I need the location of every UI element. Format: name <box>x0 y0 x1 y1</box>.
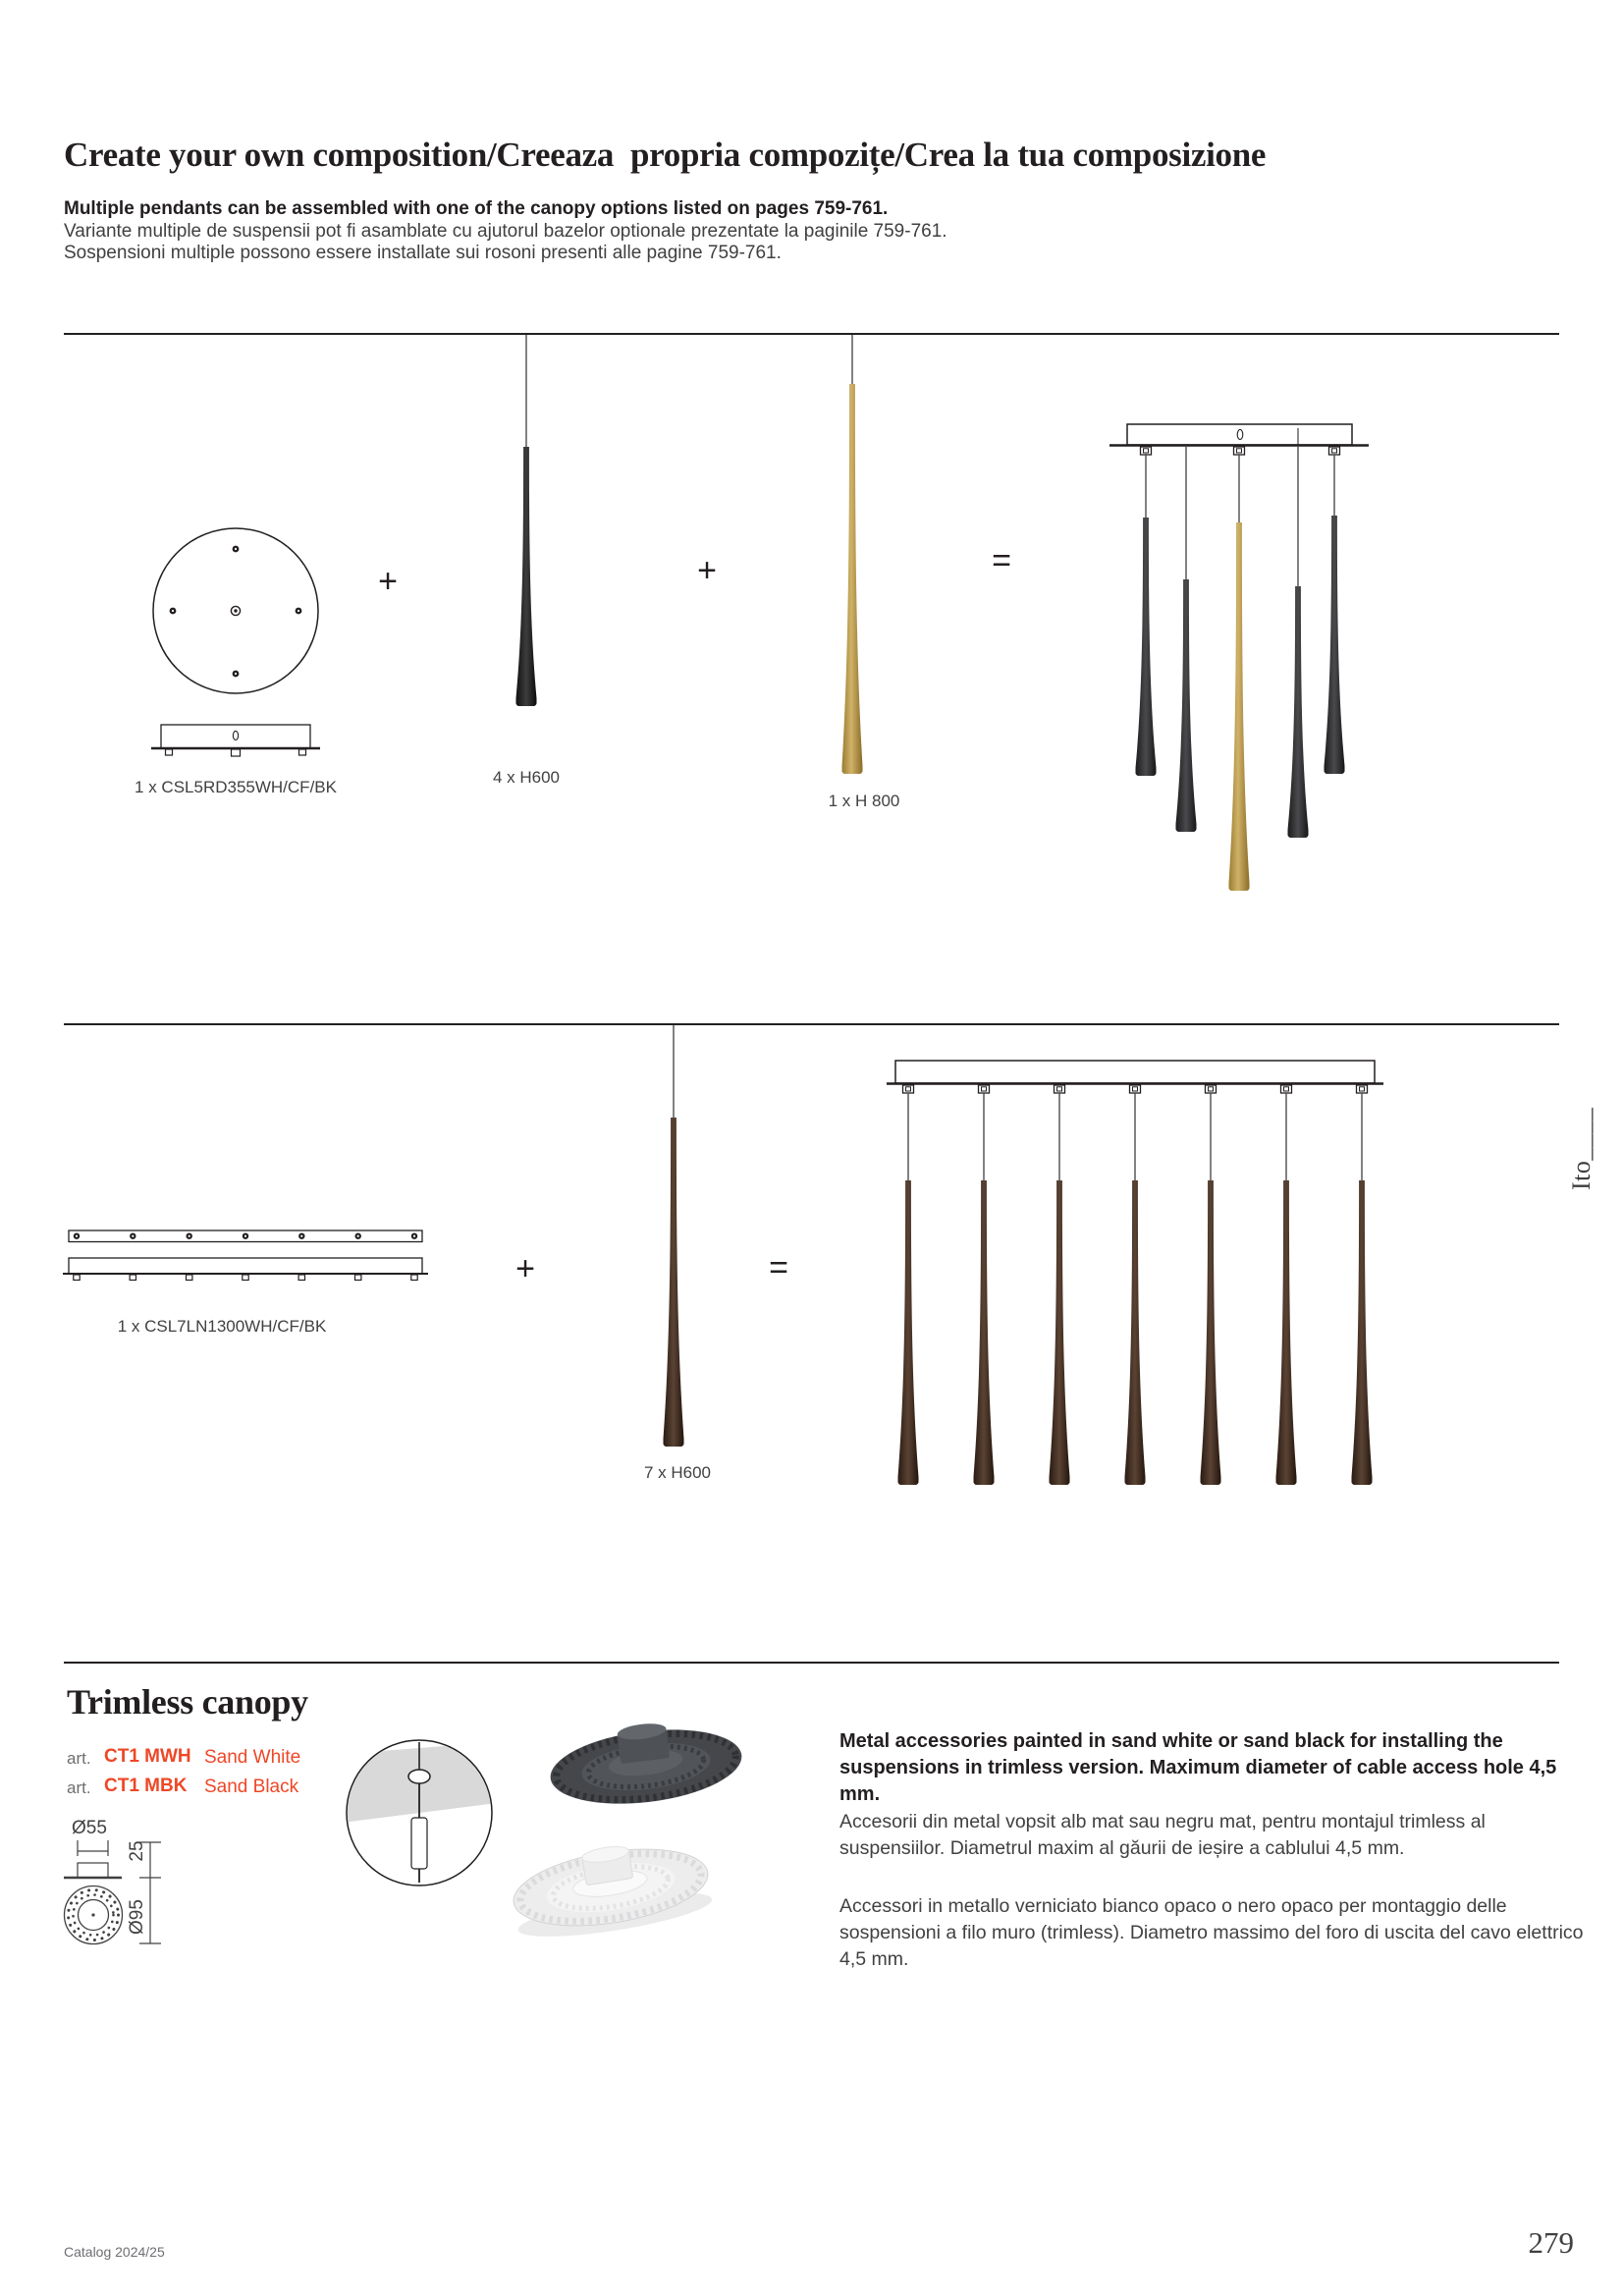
plus-sign-2: + <box>697 552 717 589</box>
product-name-sidebar: Ito____ <box>1567 1107 1596 1190</box>
footer-page-number: 279 <box>1528 2225 1574 2260</box>
pendant-black-drawing <box>516 335 537 706</box>
article-prefix: art. <box>67 1749 91 1768</box>
canopy-render-white <box>508 1832 715 1945</box>
trimless-text-en: Metal accessories painted in sand white or sand black for installing the suspensions in trimless version. Maximum diameter of cable access hole 4,5 mm. <box>839 1730 1557 1805</box>
canopy-render-black <box>545 1713 745 1814</box>
equals-sign-1: = <box>992 542 1011 579</box>
canopy-hooks <box>1141 447 1340 455</box>
composition2-assembly <box>887 1061 1383 1485</box>
round-canopy-top-view <box>153 528 318 693</box>
round-canopy-side-view <box>151 725 320 756</box>
plus-sign-1: + <box>378 563 398 600</box>
pendant-coffee-label: 7 x H600 <box>643 1463 712 1482</box>
pendant-coffee-drawing <box>664 1024 684 1447</box>
article-row-black <box>67 1776 381 1801</box>
trimless-text-it: Accessori in metallo verniciato bianco opaco o nero opaco per montaggio delle sospensioni a filo muro (trimless). Diametro massimo del foro di uscita del cavo elettrico 4,5 mm. <box>839 1895 1584 1970</box>
article-prefix: art. <box>67 1778 91 1797</box>
canopy-hooks <box>903 1085 1368 1093</box>
intro-line-it: Sospensioni multiple possono essere installate sui rosoni presenti alle pagine 759-761. <box>64 243 782 263</box>
page-title: Create your own composition/Creeaza propria compozițe/Crea la tua composizione <box>64 136 1267 174</box>
article-finish-white: Sand White <box>204 1747 301 1768</box>
pendant-black-label: 4 x H600 <box>492 768 561 787</box>
trimless-text-ro: Accesorii din metal vopsit alb mat sau negru mat, pentru montajul trimless al suspensiilor. Diametrul maxim al găurii de ieșire a cablului 4,5 mm. <box>839 1811 1486 1859</box>
trimless-perforated-base <box>65 1886 123 1944</box>
canopy2-code-label: 1 x CSL7LN1300WH/CF/BK <box>117 1317 327 1336</box>
intro-line-en: Multiple pendants can be assembled with one of the canopy options listed on pages 759-761. <box>64 198 889 219</box>
canopy1-code-label: 1 x CSL5RD355WH/CF/BK <box>135 778 337 796</box>
divider-rule-1 <box>64 333 1559 335</box>
trimless-heading: Trimless canopy <box>67 1682 308 1722</box>
plus-sign-3: + <box>515 1250 535 1287</box>
intro-text <box>64 198 947 265</box>
equals-sign-2: = <box>769 1249 788 1286</box>
pendant-gold-drawing <box>842 335 863 774</box>
article-finish-black: Sand Black <box>204 1777 299 1797</box>
dimension-diameter-base: Ø95 <box>127 1899 147 1935</box>
article-code-mbk: CT1 MBK <box>104 1776 188 1796</box>
footer-catalog-label: Catalog 2024/25 <box>64 2244 165 2260</box>
dimension-height: 25 <box>127 1840 147 1862</box>
divider-rule-2 <box>64 1023 1559 1025</box>
composition1-assembly <box>1109 424 1369 891</box>
divider-rule-3 <box>64 1662 1559 1664</box>
linear-canopy-side-view <box>63 1258 428 1281</box>
article-code-mwh: CT1 MWH <box>104 1746 191 1767</box>
dimension-diameter-top: Ø55 <box>72 1818 107 1838</box>
article-row-white <box>67 1746 381 1772</box>
intro-line-ro: Variante multiple de suspensii pot fi asamblate cu ajutorul bazelor optionale prezentate la paginile 759-761. <box>64 220 947 242</box>
linear-canopy-top-view <box>69 1230 422 1242</box>
pendant-gold-label: 1 x H 800 <box>828 792 900 810</box>
